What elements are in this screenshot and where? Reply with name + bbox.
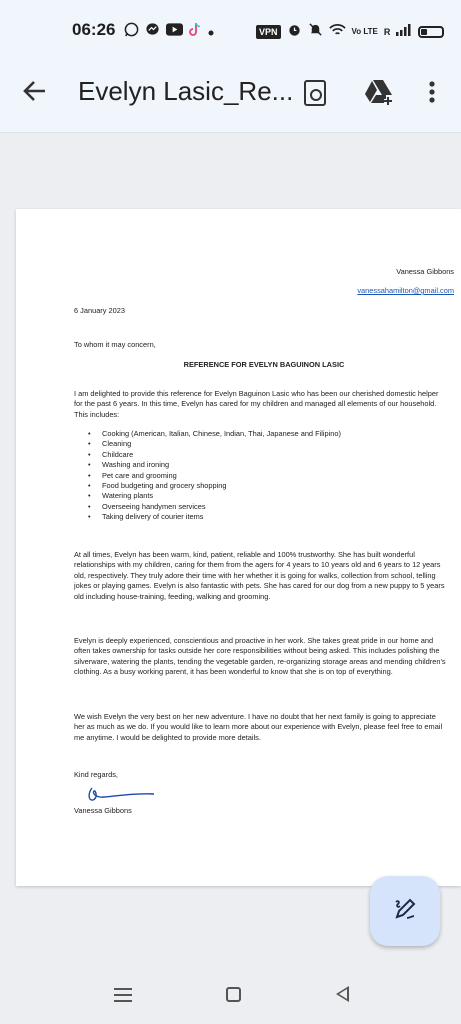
list-item: • Cleaning bbox=[88, 439, 341, 449]
signal-icon bbox=[396, 23, 412, 41]
volte-label: Vo LTE bbox=[351, 27, 378, 36]
signature-name: Vanessa Gibbons bbox=[74, 806, 132, 815]
roaming-label: R bbox=[383, 27, 391, 37]
list-item: • Food budgeting and grocery shopping bbox=[88, 481, 341, 491]
paragraph-experience: Evelyn is deeply experienced, conscientious and proactive in her work. She takes great pride in our home and often takes ownership for tasks outside her core responsibilities without being asked. This includes polishing the silverware, watering the plants, tending the vegetable garden, re-organizing storage areas and mending children's clothing. As a busy working parent, it has been wonderful to know that she is on top of everything. bbox=[74, 636, 446, 677]
paragraph-intro: I am delighted to provide this reference for Evelyn Baguinon Lasic who has been our cherished domestic helper for the past 6 years. In this time, Evelyn has cared for my children and managed all elements of our household. This includes: bbox=[74, 389, 439, 419]
system-nav-bar bbox=[0, 966, 461, 1024]
back-arrow-icon[interactable] bbox=[22, 78, 48, 109]
vpn-badge: VPN bbox=[256, 25, 281, 39]
system-icons bbox=[256, 22, 444, 42]
find-in-document-icon[interactable] bbox=[304, 80, 326, 106]
letter-greeting: To whom it may concern, bbox=[74, 340, 156, 349]
alarm-icon bbox=[287, 22, 302, 42]
list-item: • Pet care and grooming bbox=[88, 471, 341, 481]
letter-heading: REFERENCE FOR EVELYN BAGUINON LASIC bbox=[183, 360, 345, 369]
list-item: • Overseeing handymen services bbox=[88, 502, 341, 512]
edit-fab-button[interactable] bbox=[370, 876, 440, 946]
home-icon[interactable] bbox=[226, 987, 241, 1002]
dot-icon bbox=[208, 24, 214, 40]
sender-name: Vanessa Gibbons bbox=[396, 267, 454, 276]
sender-email-link[interactable]: vanessahamilton@gmail.com bbox=[357, 286, 454, 295]
status-bar bbox=[0, 0, 461, 62]
battery-icon bbox=[418, 26, 444, 38]
app-bar bbox=[0, 62, 461, 133]
document-page bbox=[16, 209, 461, 886]
mute-icon bbox=[308, 22, 323, 42]
whatsapp-icon bbox=[124, 22, 139, 41]
list-item: • Washing and ironing bbox=[88, 460, 341, 470]
back-icon[interactable] bbox=[336, 986, 349, 1002]
more-options-icon[interactable] bbox=[428, 80, 436, 104]
status-time: 06:26 bbox=[72, 20, 116, 39]
letter-date: 6 January 2023 bbox=[74, 306, 125, 315]
letter-sign-off: Kind regards, bbox=[74, 770, 118, 779]
notification-icons bbox=[124, 22, 214, 41]
paragraph-closing: We wish Evelyn the very best on her new adventure. I have no doubt that her next family is going to appreciate her as much as we do. If you would like to learn more about our experience with Evelyn, please feel free to email me anytime. I would be delighted to provide more details. bbox=[74, 712, 443, 742]
messenger-icon bbox=[145, 22, 160, 41]
document-title: Evelyn Lasic_Re... bbox=[78, 76, 294, 106]
recent-apps-icon[interactable] bbox=[114, 988, 132, 1006]
list-item: • Watering plants bbox=[88, 491, 341, 501]
youtube-icon bbox=[166, 23, 183, 40]
handwritten-signature bbox=[84, 785, 156, 808]
edit-pen-icon bbox=[392, 896, 418, 927]
paragraph-character: At all times, Evelyn has been warm, kind, patient, reliable and 100% trustworthy. She has built wonderful relationships with my children, caring for them from the agers for 4 years to 10 years old and 6 years to 12 years old, respectively. They truly adore their time with her whether it is going for walks, collection from school, telling jokes or playing games. Evelyn is also fantastic with pets. She has cared for our dog from a new puppy to 5 years old including house-training, feeding, walking and grooming. bbox=[74, 550, 445, 601]
add-to-drive-icon[interactable] bbox=[364, 78, 396, 111]
list-item: • Taking delivery of courier items bbox=[88, 512, 341, 522]
duties-list bbox=[88, 429, 341, 523]
tiktok-icon bbox=[189, 22, 202, 41]
list-item: • Childcare bbox=[88, 450, 341, 460]
list-item: • Cooking (American, Italian, Chinese, Indian, Thai, Japanese and Filipino) bbox=[88, 429, 341, 439]
wifi-icon bbox=[329, 23, 346, 42]
